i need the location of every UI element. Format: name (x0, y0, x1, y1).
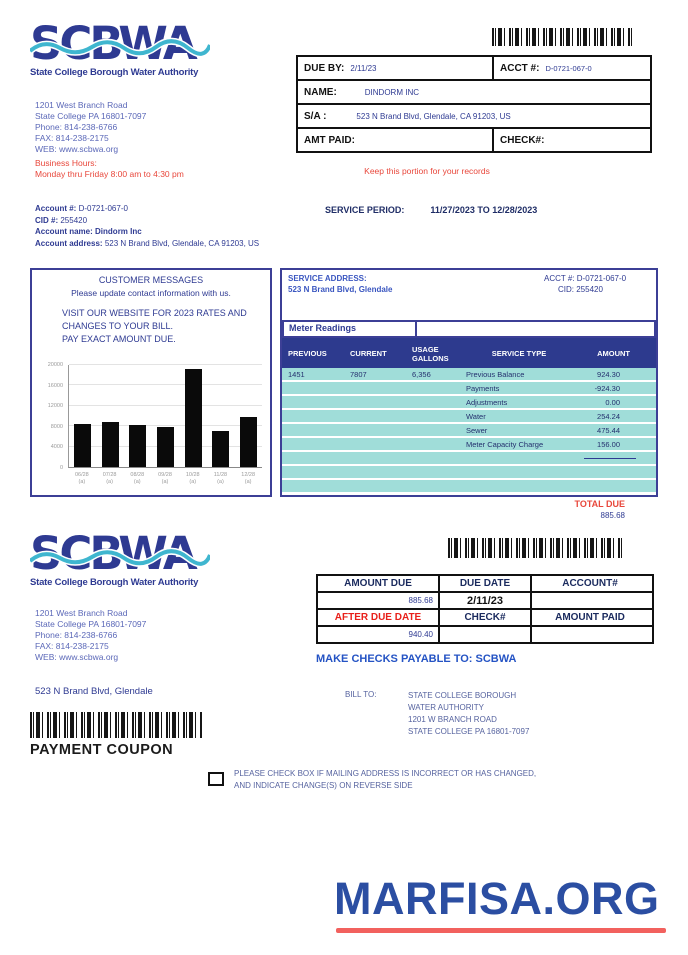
scbwa-logo-text: SCBWA (30, 17, 195, 70)
chart-y-axis (40, 362, 66, 471)
usage-bar (185, 369, 202, 467)
coupon-service-address: 523 N Brand Blvd, Glendale (35, 686, 153, 697)
panel-acct-line: ACCT #: D-0721-067-0 (544, 274, 627, 283)
service-type: Payments (466, 383, 500, 393)
top-barcode (492, 28, 632, 46)
table-row (282, 368, 656, 382)
coupon-table (316, 574, 654, 644)
service-address-block (288, 273, 392, 295)
sa-cell (298, 111, 650, 122)
amount-due-value: 885.68 (318, 593, 440, 608)
cid-label: CID #: (35, 215, 59, 225)
x-tick-label: 07/28 (a) (102, 472, 117, 485)
y-tick-label: 12000 (47, 403, 63, 410)
bill-to-line: 1201 W BRANCH ROAD (408, 715, 497, 724)
x-tick-label: 10/28 (a) (185, 472, 200, 485)
check-number-value[interactable] (440, 627, 532, 642)
col-previous: PREVIOUS (288, 348, 327, 358)
meter-readings-row (282, 320, 656, 338)
address-line: WEB: www.scbwa.org (35, 652, 119, 662)
y-tick-label: 8000 (50, 423, 63, 430)
scbwa-logo-coupon (30, 527, 220, 588)
customer-message-line: CHANGES TO YOUR BILL. (62, 321, 174, 331)
table-row (282, 410, 656, 424)
coupon-barcode (30, 712, 202, 738)
col-usage (406, 343, 460, 363)
y-tick-label: 4000 (50, 444, 63, 451)
remittance-row-due (298, 57, 650, 81)
due-date-header: DUE DATE (440, 576, 532, 591)
cid-line (35, 215, 259, 227)
due-by-label: DUE BY: (304, 62, 345, 74)
chart-bars (69, 365, 262, 467)
usage-chart (40, 362, 266, 490)
business-hours-line: Monday thru Friday 8:00 am to 4:30 pm (35, 169, 184, 179)
current-reading: 7807 (350, 369, 367, 379)
acct-label: ACCT #: (500, 62, 540, 74)
account-header: ACCOUNT# (562, 578, 618, 589)
payment-coupon-label: PAYMENT COUPON (30, 742, 174, 758)
account-name-value: Dindorm Inc (95, 227, 142, 236)
y-tick-label: 16000 (47, 382, 63, 389)
bill-to-address (408, 690, 529, 738)
amount-paid-header: AMOUNT PAID (555, 612, 625, 623)
business-hours-line: Business Hours: (35, 158, 97, 168)
service-address-label: SERVICE ADDRESS: (288, 274, 367, 283)
amt-paid-cell[interactable] (298, 129, 494, 151)
chart-plot (68, 365, 262, 468)
check-cell[interactable] (494, 129, 650, 151)
customer-messages-box (30, 268, 272, 497)
coupon-header-row (318, 576, 652, 593)
due-date-value: 2/11/23 (440, 593, 532, 608)
name-label: NAME: (304, 86, 337, 98)
panel-cid-line: CID: 255420 (558, 285, 603, 294)
total-due-label: TOTAL DUE (574, 499, 625, 509)
col-usage-line1: USAGE (412, 345, 439, 354)
y-tick-label: 0 (59, 465, 63, 471)
account-info-block (35, 203, 259, 249)
remittance-table (296, 55, 652, 153)
service-period-label: SERVICE PERIOD: (325, 205, 405, 215)
remittance-row-sa (298, 105, 650, 129)
address-line: 1201 West Branch Road (35, 608, 128, 618)
x-tick-label: 11/28 (a) (213, 472, 228, 485)
utility-address-block-coupon (35, 608, 146, 663)
customer-messages-title: CUSTOMER MESSAGES (98, 275, 204, 285)
customer-message-lines (62, 307, 270, 346)
service-address-value: 523 N Brand Blvd, Glendale (288, 285, 393, 294)
utility-address-block (35, 100, 146, 155)
acct-value: D-0721-067-0 (545, 63, 592, 73)
service-period (325, 205, 537, 215)
check-number-header: CHECK# (440, 610, 532, 625)
x-tick-label: 12/28 (a) (241, 472, 256, 485)
address-change-checkbox[interactable] (208, 772, 224, 786)
amount: 254.24 (597, 411, 620, 421)
account-name-label: Account name: (35, 227, 93, 236)
address-change-note (234, 768, 536, 792)
col-usage-line2: GALLONS (412, 354, 449, 363)
usage-bar (157, 427, 174, 467)
address-line: Phone: 814-238-6766 (35, 122, 118, 132)
table-row-total-rule (282, 452, 656, 466)
amount-paid-value[interactable] (532, 627, 648, 642)
bill-to-line: STATE COLLEGE BOROUGH (408, 691, 517, 700)
scbwa-tagline: State College Borough Water Authority (30, 577, 199, 588)
customer-message-line: VISIT OUR WEBSITE FOR 2023 RATES AND (62, 308, 247, 318)
coupon-barcode-right (448, 538, 624, 558)
usage-bar (74, 424, 91, 467)
x-tick-label: 06/28 (a) (74, 472, 89, 485)
usage-bar (240, 417, 257, 467)
usage-bar (102, 422, 119, 467)
usage-bar (129, 425, 146, 467)
table-row-empty (282, 480, 656, 492)
bill-to-label: BILL TO: (345, 690, 377, 699)
coupon-value-row-2 (318, 627, 652, 642)
cid-value: 255420 (60, 215, 88, 225)
after-due-date-header: AFTER DUE DATE (318, 610, 440, 625)
account-number-label: Account #: (35, 204, 77, 213)
address-line: WEB: www.scbwa.org (35, 144, 119, 154)
due-by-cell (298, 57, 494, 79)
sa-label: S/A : (304, 110, 327, 122)
service-panel (280, 268, 658, 497)
table-row (282, 438, 656, 452)
marfisa-logo: MARFISA.ORG (334, 873, 660, 924)
address-line: 1201 West Branch Road (35, 100, 128, 110)
table-row-empty (282, 466, 656, 480)
account-address-label: Account address: (35, 238, 103, 248)
usage-gallons: 6,356 (412, 369, 431, 379)
marfisa-underline (336, 928, 666, 933)
readings-table-body (282, 368, 656, 492)
make-checks-note: MAKE CHECKS PAYABLE TO: SCBWA (316, 653, 517, 665)
total-rule (584, 458, 636, 459)
scbwa-tagline: State College Borough Water Authority (30, 67, 199, 78)
scbwa-logo (30, 17, 220, 78)
address-line: State College PA 16801-7097 (35, 619, 147, 629)
amount: 924.30 (597, 369, 620, 379)
address-line: Phone: 814-238-6766 (35, 630, 118, 640)
total-due-block (540, 499, 625, 520)
table-row (282, 424, 656, 438)
name-cell (298, 87, 650, 98)
customer-message-line: Please update contact information with us. (71, 288, 231, 298)
business-hours (35, 158, 184, 180)
after-due-amount-value: 940.40 (318, 627, 440, 642)
account-address-line (35, 238, 259, 250)
col-service-type: SERVICE TYPE (491, 348, 547, 358)
name-value: DINDORM INC (364, 87, 419, 97)
address-change-note-line: AND INDICATE CHANGE(S) ON REVERSE SIDE (234, 781, 413, 790)
x-tick-label: 08/28 (a) (130, 472, 145, 485)
bill-to-line: STATE COLLEGE PA 16801-7097 (408, 727, 530, 736)
amount: -924.30 (594, 383, 620, 393)
account-value[interactable] (532, 593, 648, 608)
total-due-value: 885.68 (600, 511, 625, 520)
y-tick-label: 20000 (47, 362, 63, 368)
usage-bar (212, 431, 229, 467)
col-current: CURRENT (350, 348, 387, 358)
table-row (282, 396, 656, 410)
service-type: Water (466, 411, 486, 421)
amt-paid-label: AMT PAID: (304, 134, 355, 146)
previous-reading: 1451 (288, 369, 305, 379)
sa-value: 523 N Brand Blvd, Glendale, CA 91203, US (356, 111, 511, 121)
remittance-row-name (298, 81, 650, 105)
account-number-line (35, 203, 259, 215)
coupon-header-row-2 (318, 610, 652, 627)
remittance-row-paid (298, 129, 650, 151)
customer-message-line: PAY EXACT AMOUNT DUE. (62, 334, 176, 344)
amount: 0.00 (605, 397, 620, 407)
service-type: Previous Balance (466, 369, 525, 379)
col-amount: AMOUNT (597, 348, 630, 358)
amount: 156.00 (597, 439, 620, 449)
service-period-value: 11/27/2023 TO 12/28/2023 (430, 205, 538, 215)
account-number-value: D-0721-067-0 (78, 204, 128, 213)
address-change-note-line: PLEASE CHECK BOX IF MAILING ADDRESS IS INCORRECT OR HAS CHANGED, (234, 769, 537, 778)
meter-readings-spacer (417, 320, 656, 338)
keep-portion-note: Keep this portion for your records (364, 166, 490, 176)
coupon-value-row (318, 593, 652, 610)
meter-readings-label: Meter Readings (282, 320, 417, 338)
acct-cell (494, 57, 650, 79)
service-type: Adjustments (466, 397, 508, 407)
scbwa-logo-text: SCBWA (30, 527, 195, 580)
bill-to-line: WATER AUTHORITY (408, 703, 484, 712)
x-tick-label: 09/28 (a) (158, 472, 172, 485)
service-type: Sewer (466, 425, 488, 435)
address-line: FAX: 814-238-2175 (35, 641, 109, 651)
account-name-line (35, 226, 259, 238)
address-line: FAX: 814-238-2175 (35, 133, 109, 143)
due-by-value: 2/11/23 (350, 63, 377, 73)
readings-table-header (282, 338, 656, 368)
amount: 475.44 (597, 425, 620, 435)
table-row (282, 382, 656, 396)
chart-x-axis (68, 470, 262, 490)
account-address-value: 523 N Brand Blvd, Glendale, CA 91203, US (104, 238, 260, 248)
address-line: State College PA 16801-7097 (35, 111, 147, 121)
service-type: Meter Capacity Charge (466, 439, 544, 449)
panel-account-block (544, 273, 626, 295)
amount-due-header: AMOUNT DUE (318, 576, 440, 591)
check-label: CHECK#: (500, 134, 545, 146)
